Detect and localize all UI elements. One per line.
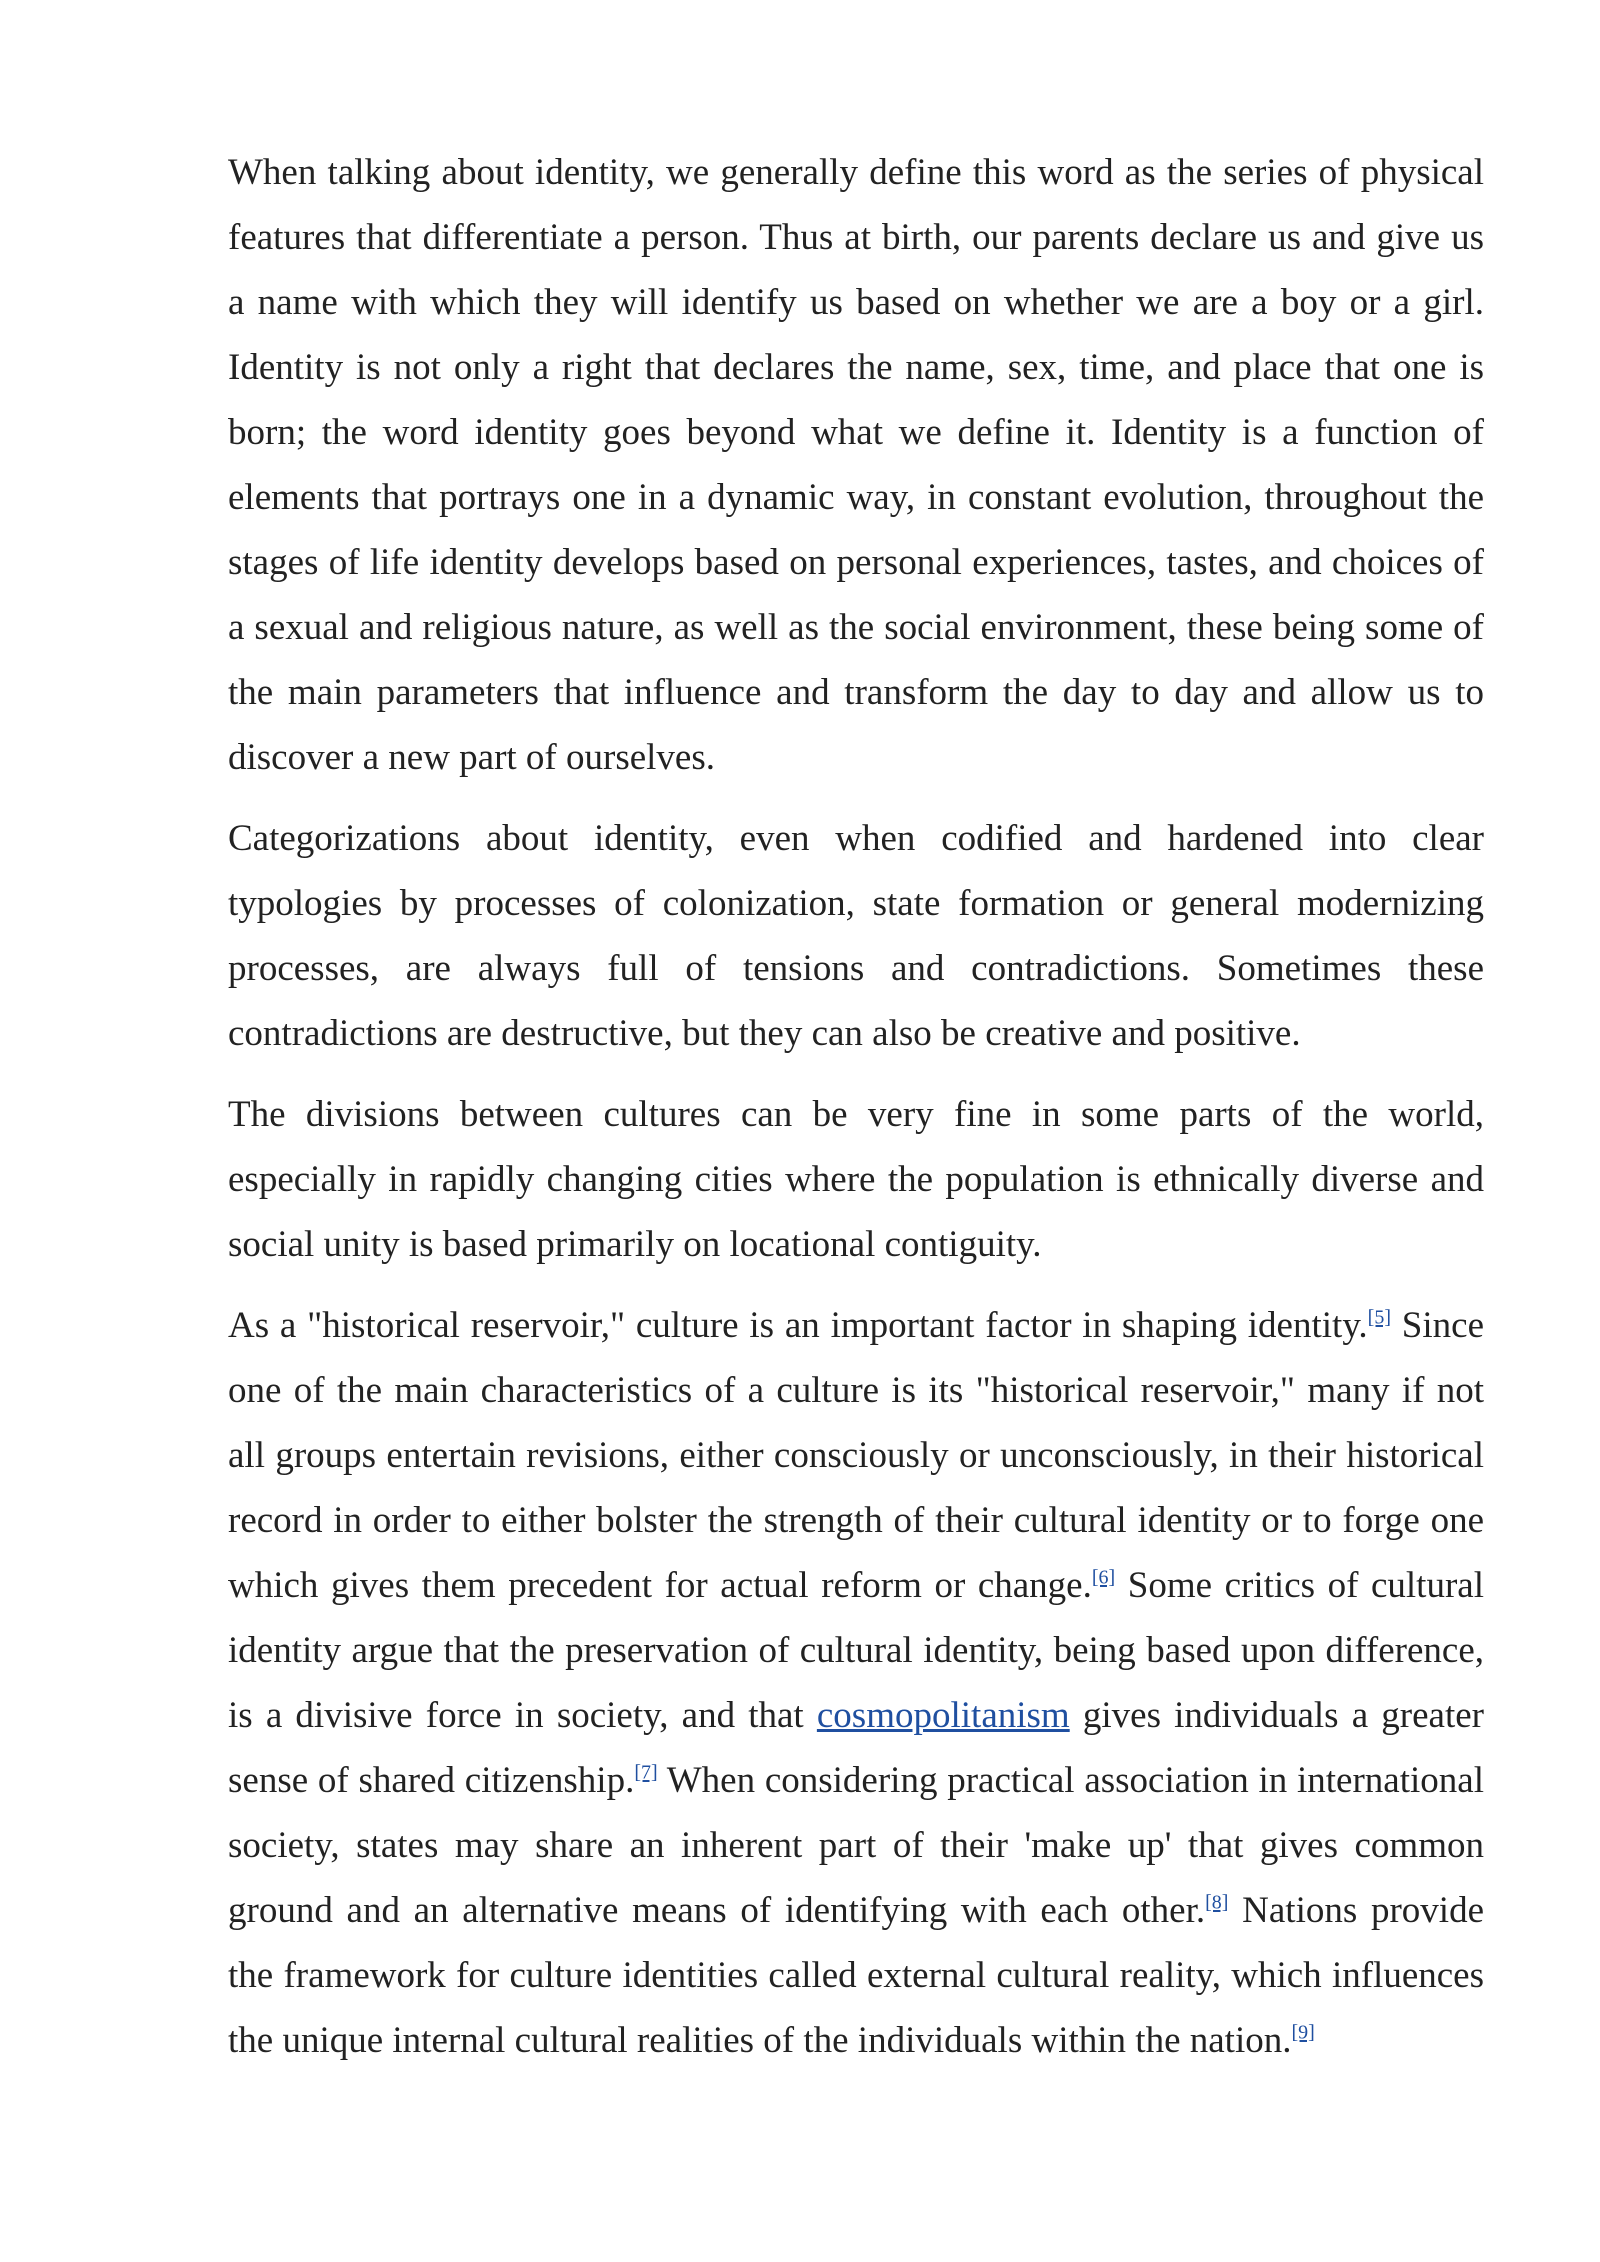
- sentence-text: As a "historical reservoir," culture is an important factor in shaping identity.: [228, 1305, 1368, 1346]
- footnote-link-6[interactable]: [6]: [1091, 1566, 1116, 1589]
- footnote-link-7[interactable]: [7]: [634, 1761, 658, 1784]
- sentence-text: gives individuals a greater sense of shared citizenship.: [228, 1695, 1484, 1801]
- footnote-link-9[interactable]: [9]: [1291, 2021, 1315, 2044]
- cosmopolitanism-link[interactable]: cosmopolitanism: [816, 1695, 1070, 1736]
- sentence-text: Since one of the main characteristics of a culture is its "historical reservoir," many if not all groups entertain revisions, either consciously or unconsciously, in their historical record in order to either bolster the strength of their cultural identity or to forge one which gives them precedent for actual reform or change.: [228, 1305, 1484, 1606]
- sentence-text: Nations provide the framework for culture identities called external cultural reality, which influences the unique internal cultural realities of the individuals within the nation.: [228, 1890, 1484, 2061]
- footnote-link-8[interactable]: [8]: [1205, 1891, 1229, 1914]
- paragraph-cultural-divisions: The divisions between cultures can be very fine in some parts of the world, especially in rapidly changing cities where the population is ethnically diverse and social unity is based primarily on locational contiguity.: [228, 1094, 1484, 1265]
- paragraph-categorizations: Categorizations about identity, even when codified and hardened into clear typologies by processes of colonization, state formation or general modernizing processes, are always full of tensions and contradictions. Sometimes these contradictions are destructive, but they can also be creative and positive.: [228, 818, 1484, 1054]
- sentence-text: Some critics of cultural identity argue that the preservation of cultural identity, being based upon difference, is a divisive force in society, and that: [228, 1565, 1484, 1736]
- paragraph-identity-definition: When talking about identity, we generally define this word as the series of physical features that differentiate a person. Thus at birth, our parents declare us and give us a name with which they will identify us based on whether we are a boy or a girl. Identity is not only a right that declares the name, sex, time, and place that one is born; the word identity goes beyond what we define it. Identity is a function of elements that portrays one in a dynamic way, in constant evolution, throughout the stages of life identity develops based on personal experiences, tastes, and choices of a sexual and religious nature, as well as the social environment, these being some of the main parameters that influence and transform the day to day and allow us to discover a new part of ourselves.: [228, 152, 1484, 778]
- paragraph-historical-reservoir: [228, 1293, 1484, 2073]
- sentence-text: When considering practical association in international society, states may share an inherent part of their 'make up' that gives common ground and an alternative means of identifying with each other.: [228, 1760, 1484, 1931]
- footnote-link-5[interactable]: [5]: [1367, 1306, 1391, 1329]
- document-body: [228, 140, 1484, 2089]
